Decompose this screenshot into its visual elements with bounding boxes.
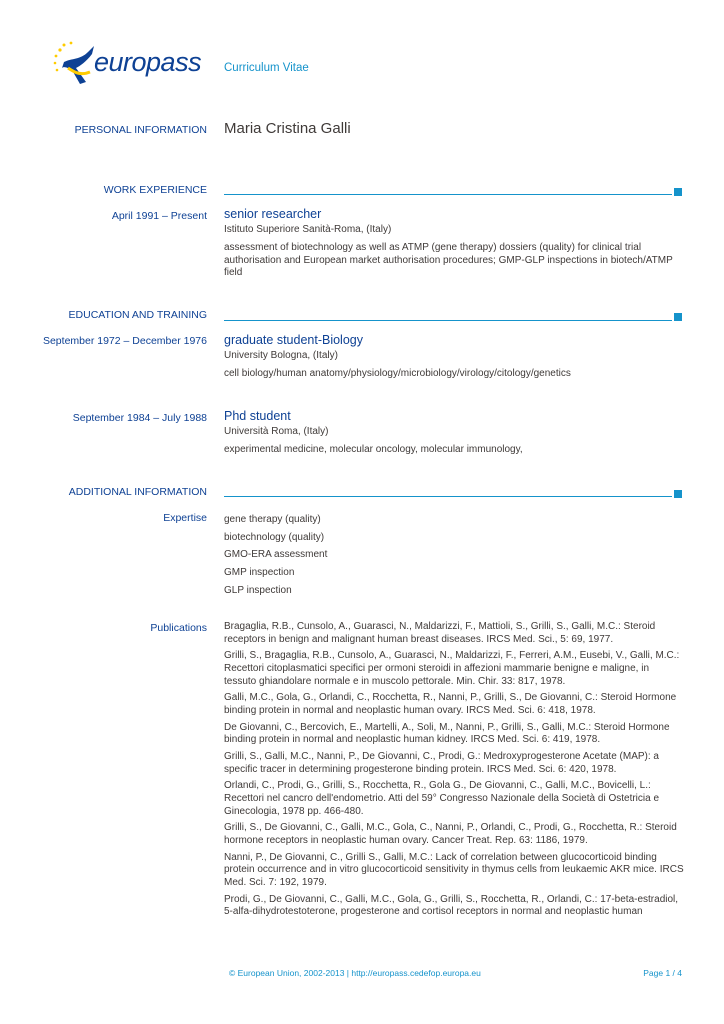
job-description: assessment of biotechnology as well as ATMP (gene therapy) dossiers (quality) for clinical trial authorisation and European market authorisation procedures; GMP-GLP inspections in biotech/ATMP field — [224, 242, 673, 279]
institution: University Bologna, (Italy) — [224, 349, 338, 361]
job-title: senior researcher — [224, 207, 322, 221]
section-marker — [674, 188, 682, 196]
publication-item: Grilli, S., Galli, M.C., Nanni, P., De Giovanni, C., Prodi, G.: Medroxyprogesterone Acetate (MAP): a specific tracer in determining progesterone binding protein. IRCS Med. Sci. 6: 420, 1978. — [224, 751, 659, 775]
work-entry — [224, 208, 686, 280]
document-title: Curriculum Vitae — [224, 62, 309, 74]
europass-logo — [50, 38, 210, 88]
section-marker — [674, 490, 682, 498]
expertise-item: biotechnology (quality) — [224, 531, 325, 543]
expertise-item: GMO-ERA assessment — [224, 549, 328, 561]
expertise-label: Expertise — [163, 512, 207, 524]
expertise-item: GMP inspection — [224, 567, 295, 579]
publication-item: Orlandi, C., Prodi, G., Grilli, S., Rocchetta, R., Gola G., De Giovanni, C., Galli, M.C., Bovicelli, L.: Recettori nel cancro dell'endometrio. Atti del 59° Congresso Nazionale della Società di Ostetricia e Ginecologia, 1978 pp. 466-480. — [224, 780, 660, 817]
publication-item: Bragaglia, R.B., Cunsolo, A., Guarasci, N., Maldarizzi, F., Mattioli, S., Grilli, S., Galli, M.C.: Steroid receptors in benign and malignant human breast diseases. IRCS Med. Sci., 5: 69, 1977. — [224, 621, 656, 645]
publication-item: De Giovanni, C., Bercovich, E., Martelli, A., Soli, M., Nanni, P., Grilli, S., Galli, M.C.: Steroid Hormone binding protein in normal and neoplastic human kidney. IRCS Med. Sci. 6: 419, 1978. — [224, 721, 670, 746]
education-title: graduate student-Biology — [224, 333, 363, 347]
education-entry — [224, 334, 686, 381]
publication-item: Grilli, S., Bragaglia, R.B., Cunsolo, A., Guarasci, N., Maldarizzi, F., Ferreri, A.M., Eusebi, V., Galli, M.C.: Recettori citoplasmatici specifici per ormoni steroidi in affezioni mammarie benigne e maligne, in tessuto ghiandolare normale e in muscolo pettorale. Min. Chir. 33: 817, 1978. — [224, 650, 680, 687]
education-label: EDUCATION AND TRAINING — [68, 309, 207, 321]
education-date: September 1984 – July 1988 — [72, 412, 207, 424]
additional-info-label: ADDITIONAL INFORMATION — [68, 486, 207, 498]
section-divider — [224, 496, 672, 497]
publication-item: Nanni, P., De Giovanni, C., Grilli S., Galli, M.C.: Lack of correlation between glucocorticoid binding protein occurrence and in vitro glucocorticoid sensitivity in thymus cells from leukaemic AKR mice. IRCS Med. Sci. 7: 192, 1979. — [224, 851, 684, 888]
publications-label: Publications — [150, 622, 207, 634]
personal-info-label: PERSONAL INFORMATION — [74, 124, 207, 136]
person-name: Maria Cristina Galli — [224, 120, 351, 137]
work-experience-label: WORK EXPERIENCE — [103, 184, 207, 196]
expertise-item: GLP inspection — [224, 584, 292, 596]
section-marker — [674, 313, 682, 321]
footer-copyright[interactable]: © European Union, 2002-2013 | http://europass.cedefop.europa.eu — [229, 968, 481, 978]
education-entry — [224, 410, 686, 457]
work-date: April 1991 – Present — [111, 210, 207, 222]
section-divider — [224, 320, 672, 321]
footer-page-number: Page 1 / 4 — [643, 968, 682, 978]
education-title: Phd student — [224, 409, 291, 423]
expertise-list — [224, 511, 686, 600]
publication-item: Prodi, G., De Giovanni, C., Galli, M.C., Gola, G., Grilli, S., Rocchetta, R., Orlandi, C.: 17-beta-estradiol, 5-alfa-dihydrotestoterone, progesterone and cortisol receptors in normal and neoplastic human — [224, 893, 679, 918]
publication-item: Galli, M.C., Gola, G., Orlandi, C., Rocchetta, R., Nanni, P., Grilli, S., De Giovanni, C.: Steroid Hormone binding protein in normal and neoplastic human ovary. IRCS Med. Sci. 6: 418, 1978. — [224, 692, 677, 716]
expertise-item: gene therapy (quality) — [224, 514, 321, 525]
employer: Istituto Superiore Sanità-Roma, (Italy) — [224, 223, 392, 235]
education-description: cell biology/human anatomy/physiology/microbiology/virology/citology/genetics — [224, 368, 571, 380]
institution: Università Roma, (Italy) — [224, 425, 329, 437]
education-date: September 1972 – December 1976 — [42, 335, 207, 347]
publication-item: Grilli, S., De Giovanni, C., Galli, M.C., Gola, C., Nanni, P., Orlandi, C., Prodi, G., Rocchetta, R.: Steroid hormone receptors in neoplastic human ovary. Cancer Treat. Rep. 63: 1186, 1979. — [224, 822, 677, 847]
publications-list — [224, 621, 684, 923]
section-divider — [224, 194, 672, 195]
europass-wordmark: europass — [94, 47, 202, 77]
education-description: experimental medicine, molecular oncology, molecular immunology, — [224, 444, 523, 456]
